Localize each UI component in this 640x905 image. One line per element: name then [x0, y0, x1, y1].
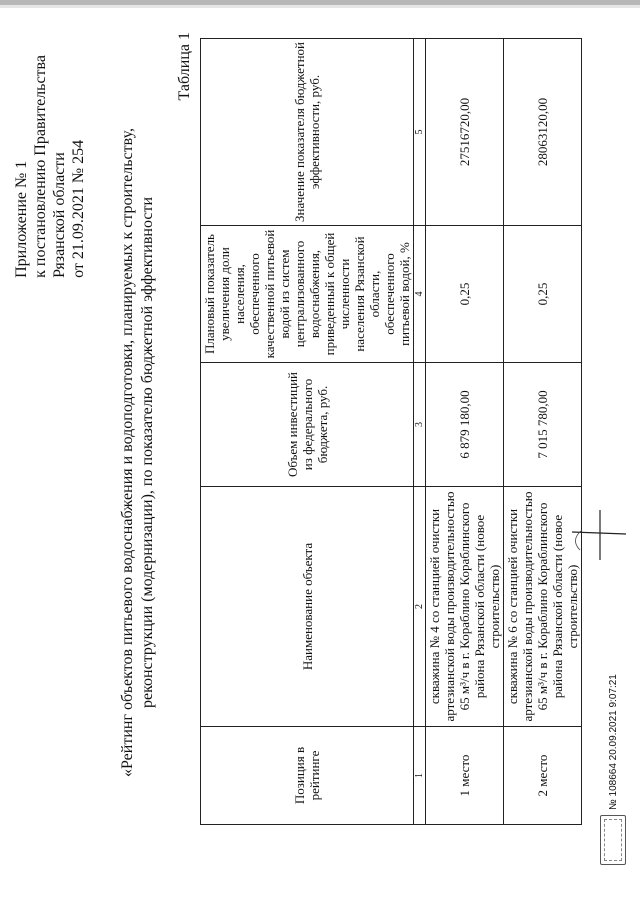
cell-position: 1 место [426, 727, 504, 825]
appendix-block [12, 55, 88, 278]
cell-object-name: скважина № 4 со станцией очистки артезианской воды производительностью 65 м³/ч в г. Кораблино Кораблинского района Рязанской области (новое строительство) [426, 487, 504, 727]
registration-stamp [600, 815, 626, 865]
column-number-row [414, 39, 426, 825]
column-number: 3 [414, 363, 426, 487]
table-header-row [201, 39, 414, 825]
appendix-line: к постановлению Правительства [32, 55, 49, 278]
header-efficiency: Значение показателя бюджетной эффективности, руб. [201, 39, 414, 226]
appendix-line: Приложение № 1 [13, 160, 30, 278]
cell-object-name: скважина № 6 со станцией очистки артезианской воды производительностью 65 м³/ч в г. Кораблино Кораблинского района Рязанской области (новое строительство) [504, 487, 582, 727]
registration-footer: № 108664 20.09.2021 9:07:21 [608, 674, 619, 810]
cell-efficiency: 28063120,00 [504, 39, 582, 226]
column-number: 4 [414, 226, 426, 363]
column-number: 1 [414, 727, 426, 825]
rating-table [200, 38, 582, 825]
column-number: 5 [414, 39, 426, 226]
table-row [426, 39, 504, 825]
column-number: 2 [414, 487, 426, 727]
signature-mark [560, 500, 630, 570]
cell-position: 2 место [504, 727, 582, 825]
appendix-line: Рязанской области [51, 152, 68, 278]
cell-efficiency: 27516720,00 [426, 39, 504, 226]
header-object-name: Наименование объекта [201, 487, 414, 727]
header-investment: Объем инвестиций из федерального бюджета, руб. [201, 363, 414, 487]
appendix-line: от 21.09.2021 № 254 [70, 139, 87, 278]
header-indicator: Плановый показатель увеличения доли населения, обеспеченного качественной питьевой водой из систем централизованного водоснабжения, приведенный к общей численности населения Рязанской области, обеспеченного питьевой водой, % [201, 226, 414, 363]
cell-indicator: 0,25 [504, 226, 582, 363]
title-line: реконструкции (модернизации), по показателю бюджетной эффективности [139, 196, 156, 709]
header-position: Позиция в рейтинге [201, 727, 414, 825]
table-row [504, 39, 582, 825]
cell-indicator: 0,25 [426, 226, 504, 363]
table-label: Таблица 1 [176, 32, 193, 101]
title-line: «Рейтинг объектов питьевого водоснабжения и водоподготовки, планируемых к строительству, [119, 128, 136, 778]
cell-investment: 7 015 780,00 [504, 363, 582, 487]
cell-investment: 6 879 180,00 [426, 363, 504, 487]
document-title [118, 20, 158, 885]
